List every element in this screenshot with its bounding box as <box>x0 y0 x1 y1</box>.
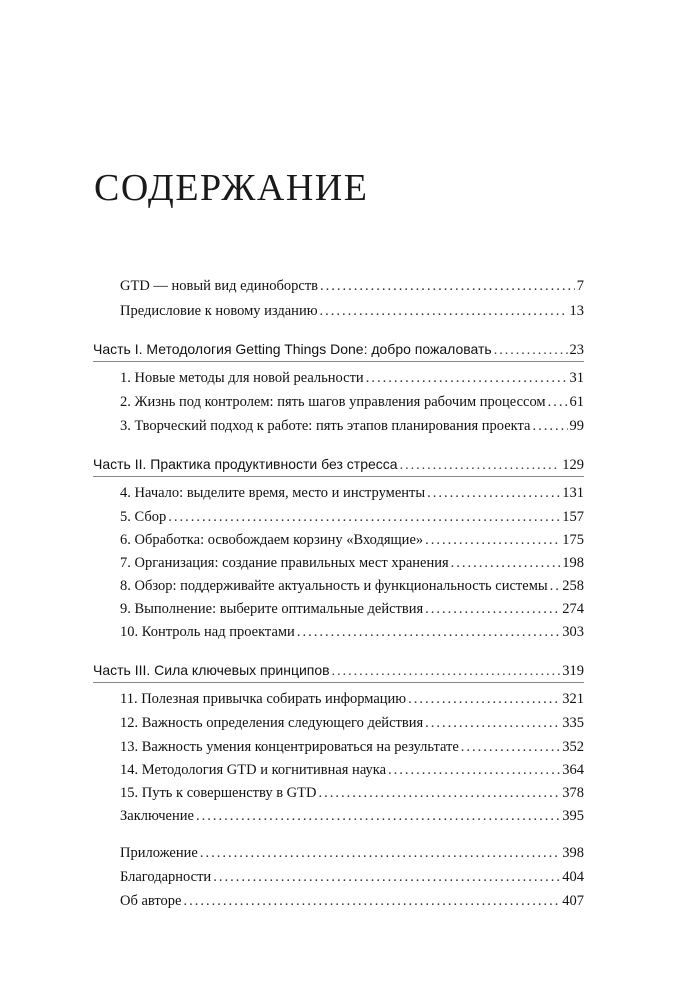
leader-dots <box>451 555 561 572</box>
leader-dots <box>320 278 575 295</box>
toc-entry-chapter-1[interactable] <box>120 370 584 390</box>
toc-entry-page: 321 <box>562 691 584 707</box>
toc-entry-page: 352 <box>562 739 584 755</box>
leader-dots <box>332 664 561 680</box>
toc-entry-chapter-14[interactable] <box>120 762 584 782</box>
leader-dots <box>200 845 560 862</box>
toc-entry-chapter-10[interactable] <box>120 624 584 644</box>
toc-entry-title: 2. Жизнь под контролем: пять шагов управления рабочим процессом <box>120 394 546 410</box>
leader-dots <box>550 578 561 595</box>
toc-entry-chapter-4[interactable] <box>120 485 584 505</box>
toc-part-1[interactable] <box>93 341 584 361</box>
toc-part-page: 319 <box>562 663 584 679</box>
toc-entry-title: Заключение <box>120 808 194 824</box>
toc-entry-chapter-6[interactable] <box>120 532 584 552</box>
leader-dots <box>425 532 560 549</box>
toc-entry-page: 175 <box>562 532 584 548</box>
leader-dots <box>427 485 560 502</box>
toc-entry-page: 7 <box>576 278 584 294</box>
toc-entry-chapter-8[interactable] <box>120 578 584 598</box>
toc-part-title: Часть III. Сила ключевых принципов <box>93 662 330 678</box>
toc-entry-page: 99 <box>569 418 584 434</box>
toc-entry-title: 10. Контроль над проектами <box>120 624 295 640</box>
toc-entry-chapter-15[interactable] <box>120 785 584 805</box>
toc-entry-page: 303 <box>562 624 584 640</box>
toc-entry-title: 14. Методология GTD и когнитивная наука <box>120 762 387 778</box>
toc-entry-chapter-9[interactable] <box>120 601 584 621</box>
part-divider <box>93 682 584 683</box>
leader-dots <box>494 343 568 359</box>
toc-entry-title: 1. Новые методы для новой реальности <box>120 370 364 386</box>
toc-entry-title: 9. Выполнение: выберите оптимальные действия <box>120 601 424 617</box>
leader-dots <box>425 715 560 732</box>
toc-entry-page: 335 <box>562 715 584 731</box>
leader-dots <box>548 394 568 411</box>
leader-dots <box>297 624 560 641</box>
toc-entry-title: Предисловие к новому изданию <box>120 303 318 319</box>
leader-dots <box>168 509 560 526</box>
page-title: СОДЕРЖАНИЕ <box>94 167 369 209</box>
leader-dots <box>400 458 561 474</box>
toc-part-page: 129 <box>562 457 584 473</box>
toc-entry-chapter-12[interactable] <box>120 715 584 735</box>
toc-entry-page: 407 <box>562 893 584 909</box>
toc-entry-preface[interactable] <box>120 303 584 323</box>
toc-entry-page: 13 <box>569 303 584 319</box>
toc-entry-chapter-3[interactable] <box>120 418 584 438</box>
toc-entry-chapter-11[interactable] <box>120 691 584 711</box>
toc-entry-page: 258 <box>562 578 584 594</box>
leader-dots <box>425 601 560 618</box>
leader-dots <box>183 893 560 910</box>
leader-dots <box>461 739 560 756</box>
toc-entry-page: 198 <box>562 555 584 571</box>
toc-entry-title: 8. Обзор: поддерживайте актуальность и функциональность системы <box>120 578 548 594</box>
leader-dots <box>320 303 568 320</box>
toc-entry-page: 378 <box>562 785 584 801</box>
toc-entry-about-author[interactable] <box>120 893 584 913</box>
toc-entry-conclusion[interactable] <box>120 808 584 828</box>
toc-part-page: 23 <box>569 342 584 358</box>
toc-entry-title: Благодарности <box>120 869 212 885</box>
toc-entry-page: 131 <box>562 485 584 501</box>
toc-entry-page: 364 <box>562 762 584 778</box>
leader-dots <box>213 869 560 886</box>
toc-entry-chapter-7[interactable] <box>120 555 584 575</box>
toc-entry-title: Приложение <box>120 845 198 861</box>
toc-entry-page: 395 <box>562 808 584 824</box>
toc-part-2[interactable] <box>93 456 584 476</box>
toc-entry-page: 61 <box>569 394 584 410</box>
toc-part-3[interactable] <box>93 662 584 682</box>
toc-entry-title: 12. Важность определения следующего действия <box>120 715 424 731</box>
leader-dots <box>408 691 560 708</box>
toc-entry-title: 6. Обработка: освобождаем корзину «Входящие» <box>120 532 424 548</box>
toc-entry-page: 31 <box>569 370 584 386</box>
leader-dots <box>532 418 567 435</box>
toc-entry-page: 404 <box>562 869 584 885</box>
toc-entry-chapter-2[interactable] <box>120 394 584 414</box>
toc-entry-title: 3. Творческий подход к работе: пять этапов планирования проекта <box>120 418 531 434</box>
leader-dots <box>318 785 560 802</box>
toc-entry-page: 274 <box>562 601 584 617</box>
toc-entry-page: 157 <box>562 509 584 525</box>
toc-entry-appendix[interactable] <box>120 845 584 865</box>
toc-entry-acknowledgements[interactable] <box>120 869 584 889</box>
leader-dots <box>388 762 560 779</box>
leader-dots <box>196 808 560 825</box>
part-divider <box>93 476 584 477</box>
toc-entry-title: 4. Начало: выделите время, место и инструменты <box>120 485 426 501</box>
toc-part-title: Часть I. Методология Getting Things Done: добро пожаловать <box>93 341 492 357</box>
toc-entry-title: 5. Сбор <box>120 509 167 525</box>
part-divider <box>93 361 584 362</box>
toc-entry-title: GTD — новый вид единоборств <box>120 278 319 294</box>
toc-part-title: Часть II. Практика продуктивности без стресса <box>93 456 398 472</box>
toc-entry-title: 11. Полезная привычка собирать информацию <box>120 691 407 707</box>
toc-entry-title: 7. Организация: создание правильных мест хранения <box>120 555 449 571</box>
toc-entry-title: 15. Путь к совершенству в GTD <box>120 785 317 801</box>
toc-entry-title: 13. Важность умения концентрироваться на результате <box>120 739 459 755</box>
toc-entry-chapter-13[interactable] <box>120 739 584 759</box>
leader-dots <box>366 370 568 387</box>
toc-entry-title: Об авторе <box>120 893 182 909</box>
toc-entry-page: 398 <box>562 845 584 861</box>
toc-entry-chapter-5[interactable] <box>120 509 584 529</box>
toc-entry-gtd-intro[interactable] <box>120 278 584 298</box>
